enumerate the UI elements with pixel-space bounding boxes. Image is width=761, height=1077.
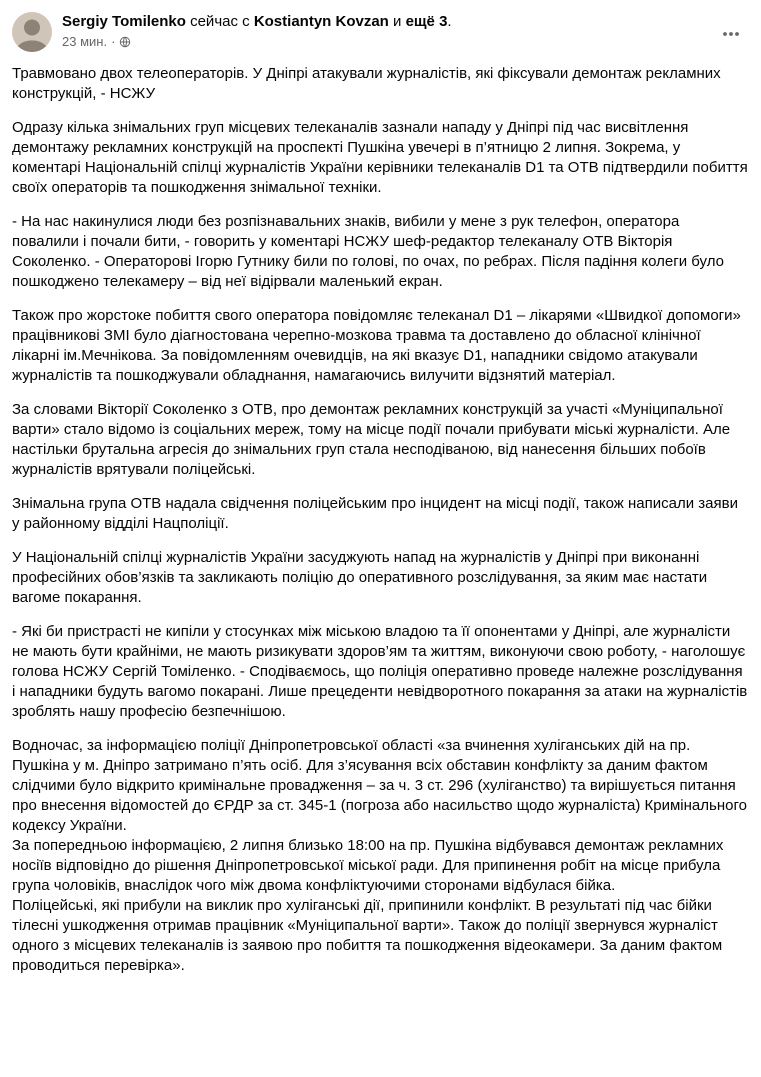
post-header-text bbox=[62, 12, 749, 49]
post-paragraph: У Національній спілці журналістів України засуджують напад на журналістів у Дніпрі при виконанні професійних обов’язків та закликають поліцію до оперативного розслідування, за яким має настати вагоме покарання. bbox=[12, 549, 708, 606]
author-link[interactable]: Sergiy Tomilenko bbox=[62, 13, 186, 30]
avatar[interactable] bbox=[12, 12, 52, 52]
post-paragraph: - Які би пристрасті не кипіли у стосунках між міською владою та її опонентами у Дніпрі, але журналісти не мають бути крайніми, не мають ризикувати здоров’ям та життям, виконуючи свою роботу, - наголошує голова НСЖУ Сергій Томіленко. - Сподіваємось, що поліція оперативно проведе належне розслідування і нападники будуть вагомо покарані. Лише прецеденти невідворотного покарання за атаки на журналістів зроблять нашу професію безпечнішою. bbox=[12, 623, 748, 720]
post-byline bbox=[62, 12, 701, 31]
byline-and: и bbox=[393, 13, 402, 30]
byline-connector: сейчас с bbox=[190, 13, 250, 30]
more-options-button[interactable] bbox=[715, 18, 747, 50]
globe-icon bbox=[119, 36, 131, 48]
byline-period: . bbox=[447, 13, 452, 30]
tagged-person-link[interactable]: Kostiantyn Kovzan bbox=[253, 13, 389, 30]
post-paragraph: За попередньою інформацією, 2 липня близько 18:00 на пр. Пушкіна відбувався демонтаж рекламних носіїв відповідно до рішення Дніпропетровської міської ради. Для припинення робіт на місце прибула група чоловіків, внаслідок чого між двома конфліктуючими сторонами відбулася бійка. bbox=[12, 837, 724, 894]
post-paragraph: Також про жорстоке побиття свого оператора повідомляє телеканал D1 – лікарями «Швидкої допомоги» працівникові ЗМІ було діагностована черепно-мозкова травма та доставлено до обласної клінічної лікарні ім.Мечнікова. За повідомленням очевидців, на які вказує D1, нападники свідомо атакували журналістів та пошкоджували обладнання, намагаючись вилучити відзнятий матеріал. bbox=[12, 307, 741, 384]
post-paragraph: Одразу кілька знімальних груп місцевих телеканалів зазнали нападу у Дніпрі під час висвітлення демонтажу рекламних конструкцій на проспекті Пушкіна увечері в п’ятницю 2 липня. Зокрема, у коментарі Національній спілці журналістів України керівники телеканалів D1 та ОТВ підтвердили побиття своїх операторів та пошкодження знімальної техніки. bbox=[12, 119, 748, 196]
timestamp-link[interactable]: 23 мин. bbox=[62, 34, 108, 49]
post-paragraph: Знімальна група ОТВ надала свідчення поліцейським про інцидент на місці події, також написали заяви у районному відділі Нацполіції. bbox=[12, 495, 738, 532]
meta-separator: · bbox=[111, 34, 116, 49]
post-paragraph: Травмовано двох телеоператорів. У Дніпрі атакували журналістів, які фіксували демонтаж рекламних конструкцій, - НСЖУ bbox=[12, 65, 721, 102]
more-tagged-link[interactable]: ещё 3 bbox=[405, 13, 448, 30]
avatar-photo-placeholder bbox=[12, 12, 52, 52]
post-header bbox=[0, 6, 761, 54]
post-paragraph: Поліцейські, які прибули на виклик про хуліганські дії, припинили конфлікт. В результаті під час бійки тілесні ушкодження отримав працівник «Муніципальної варти». Також до поліції звернувся журналіст одного з місцевих телеканалів із заявою про побиття та пошкодження відеокамери. За даним фактом проводиться перевірка». bbox=[12, 897, 723, 974]
post-paragraph: - На нас накинулися люди без розпізнавальних знаків, вибили у мене з рук телефон, оператора повалили і почали бити, - говорить у коментарі НСЖУ шеф-редактор телеканалу ОТВ Вікторія Соколенко. - Операторові Ігорю Гутнику били по голові, по очах, по ребрах. Після падіння колеги було пошкоджено телекамеру – від неї відірвали маленький екран. bbox=[12, 213, 724, 290]
post-content bbox=[0, 54, 761, 976]
post-paragraph: За словами Вікторії Соколенко з ОТВ, про демонтаж рекламних конструкцій за участі «Муніципальної варти» стало відомо із соціальних мереж, тому на місце події почали прибувати міські журналісти. Але настільки брутальна агресія до знімальних груп стала несподіваною, від нанесення більших побоїв журналістів врятували поліцейські. bbox=[12, 401, 731, 478]
post-meta bbox=[62, 34, 701, 49]
ellipsis-icon bbox=[721, 24, 741, 44]
post-paragraph: Водночас, за інформацією поліції Дніпропетровської області «за вчинення хуліганських дій на пр. Пушкіна у м. Дніпро затримано п’ять осіб. Для з’ясування всіх обставин конфлікту за даним фактом слідчими було відкрито кримінальне провадження – за ч. 3 ст. 296 (хуліганство) та вирішується питання про внесення відомостей до ЄРДР за ст. 345-1 (погроза або насильство щодо журналіста) Кримінального кодексу України. bbox=[12, 737, 747, 834]
